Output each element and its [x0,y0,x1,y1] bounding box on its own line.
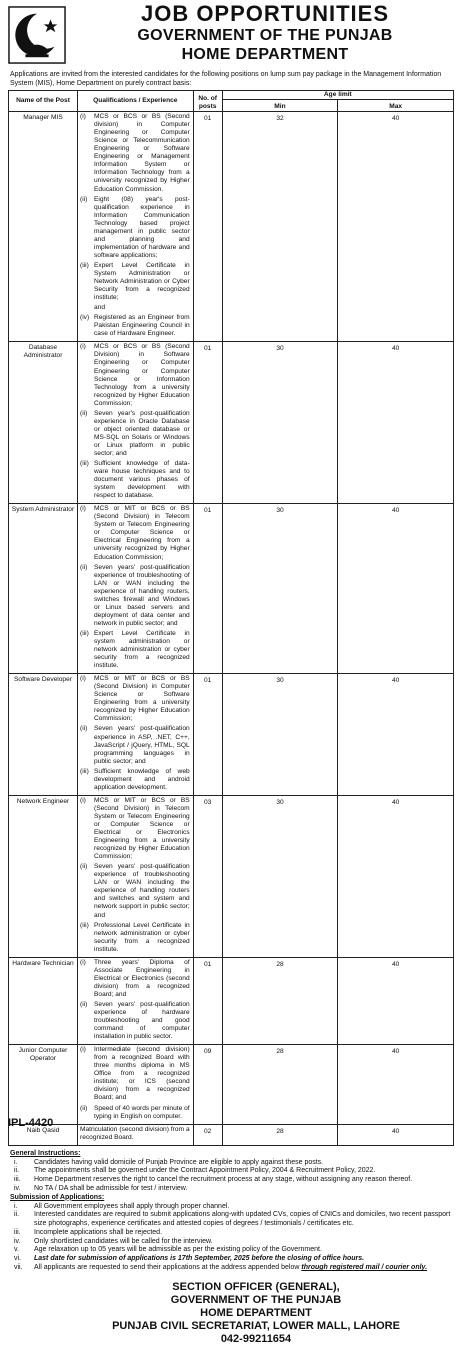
qualification-item [80,1046,190,1102]
qualifications-cell [78,795,194,957]
qualification-text: Seven years' post-qualification experience of troubleshooting LAN or WAN including the experience of handling routers and switches and system and network support in public sector; and [94,863,190,919]
qualification-text: Seven year's post-qualification experience in Oracle Database or object oriented database or MS-SQL on Solaris or Windows or Linux platform in public sector; and [94,409,190,457]
posts-count: 09 [193,1045,222,1124]
intro-text: Applications are invited from the interested candidates for the following positions on lump sum pay package in the Management Information System (MIS), Home Department on purely contract basis: [10,71,442,87]
list-item-text: Only shortlisted candidates will be called for the interview. [34,1237,213,1245]
qualification-text: MCS or MIT or BCS or BS (Second Division) in Telecom System or Telecom Engineering or Computer Science or Electrical or Electronics Engineering from a university recognized by Higher Education Commission; [94,796,190,861]
qualification-item [80,1001,190,1041]
qualifications-cell [78,1045,194,1124]
qualifications-cell [78,957,194,1044]
list-item [10,1185,452,1194]
title-block [72,2,458,64]
qualification-text: Seven years' post-qualification experience of hardware troubleshooting and good command of computer installation in public sector. [94,1000,190,1041]
qualifications-cell [78,112,194,342]
list-item-text: All Government employees shall apply through proper channel. [34,1202,230,1210]
age-max: 40 [338,795,454,957]
qualification-item [80,630,190,670]
qualification-number: (iv) [80,314,90,322]
list-item [10,1229,452,1238]
qualification-item [80,797,190,861]
qualification-text: Expert Level Certificate in system administration or network administration or cyber security from a recognized institute. [94,629,190,670]
qualification-number: (iii) [80,767,89,775]
page-title: JOB OPPORTUNITIES [140,1,390,26]
qualification-number: (ii) [80,409,88,417]
list-item [10,1203,452,1212]
post-name: Network Engineer [9,795,78,957]
posts-count: 03 [193,795,222,957]
qualification-connector: and [94,304,106,312]
qualification-text: MCS or BCS or BS (Second division) in Computer Engineering or Computer Science or Telecommunication Engineering or Software Engineering or Management Information System or Information Technology from a university recognized by Higher Education Commission. [94,113,190,193]
col-max-header: Max [338,100,454,112]
positions-table [8,90,454,1146]
post-name: Naib Qasid [9,1124,78,1145]
qualification-item [80,113,190,193]
qualifications-cell [78,1124,194,1145]
table-row [9,795,454,957]
page-subtitle-department: HOME DEPARTMENT [181,46,349,63]
qualification-text: Three years' Diploma of Associate Engineering in Electrical or Electronics (second division) from a recognized Board; and [94,958,190,998]
qualification-item [80,564,190,628]
last-date-text: Last date for submission of applications is 17th September, 2025 before the closing of office hours. [34,1255,365,1263]
address-line-2: GOVERNMENT OF THE PUNJAB [170,1293,342,1306]
list-item-number: iii. [14,1228,21,1236]
qualification-number: (i) [80,675,86,683]
age-max: 40 [338,1045,454,1124]
qualification-number: (i) [80,343,86,351]
table-body [9,112,454,1146]
advertisement-reference: IPL-4420 [8,1117,54,1129]
final-instruction-emphasis: through registered mail / courier only. [301,1264,428,1272]
col-qualifications-header: Qualifications / Experience [78,91,194,112]
post-name: Database Administrator [9,342,78,504]
qualification-item [80,196,190,260]
final-instruction [34,1264,452,1273]
list-item-text: Home Department reserves the right to cancel the recruitment process at any stage, without assigning any reason thereof. [34,1176,413,1184]
posts-count: 01 [193,504,222,674]
qualification-number: (ii) [80,1000,88,1008]
qualification-number: (i) [80,505,86,513]
general-instructions-list [10,1159,452,1194]
post-name: Manager MIS [9,112,78,342]
punjab-emblem-icon [8,6,66,64]
qualification-item [80,314,190,338]
table-row [9,504,454,674]
qualification-item [80,675,190,723]
qualification-number: (iii) [80,629,89,637]
list-item-number: v. [14,1246,19,1254]
posts-count: 01 [193,342,222,504]
list-item-number: i. [14,1202,18,1210]
posts-count: 01 [193,957,222,1044]
address-line-1: SECTION OFFICER (GENERAL), [172,1280,340,1293]
qualification-text: MCS or BCS or BS (Second Division) in Software Engineering or Computer Engineering or Computer Science or Information Technology from a university recognized by Higher Education Commission; [94,343,190,407]
qualification-number: (i) [80,113,86,121]
qualification-text: Registered as an Engineer from Pakistan Engineering Council in case of Hardware Engineer. [94,314,190,338]
age-min: 30 [222,674,338,796]
list-item-number: ii. [14,1167,20,1175]
age-max: 40 [338,504,454,674]
submission-heading: Submission of Applications: [10,1193,105,1201]
list-item-text: Incomplete applications shall be rejected. [34,1228,163,1236]
qualification-text: Seven years' post-qualification experience of troubleshooting of LAN or WAN including the experience of handling routers, switches firewall and Windows or Linux based servers and deployment of data center and network in public sector; and [94,563,190,627]
qualification-item [80,460,190,500]
qualification-text: Eight (08) year's post-qualification experience in Information Communication Technology based project management in public sector and planning and implementation of hardware and software applications; [94,195,190,259]
list-item-last-date [10,1255,452,1264]
age-max: 40 [338,112,454,342]
qualification-text: MCS or MIT or BCS or BS (Second Division) in Computer Science or Software Engineering from a university recognized by Higher Education Commission; [94,675,190,723]
qualification-item [80,725,190,765]
general-instructions [0,1146,462,1273]
age-max: 40 [338,1124,454,1145]
age-max: 40 [338,342,454,504]
post-name: Software Developer [9,674,78,796]
list-item-number: ii. [14,1211,20,1219]
col-posts-header: No. of posts [193,91,222,112]
table-row [9,674,454,796]
list-item [10,1238,452,1247]
qualification-item [80,262,190,302]
list-item-text: Interested candidates are required to submit applications along-with updated CVs, copies of CNICs and domiciles, two recent passport size photographs, experience certificates and attested copies of degrees / testimonials / certificates etc. [34,1211,451,1228]
table-header-row [9,91,454,100]
age-max: 40 [338,674,454,796]
posts-count: 01 [193,112,222,342]
qualification-text: MCS or MIT or BCS or BS (Second Division) in Telecom System or Telecom Engineering or Computer Science or Electrical Engineering from a university recognized by Higher Education Commission; [94,505,190,561]
age-max: 40 [338,957,454,1044]
qualification-text: Speed of 40 words per minute of typing in English on computer. [94,1104,190,1120]
col-post-header: Name of the Post [9,91,78,112]
col-min-header: Min [222,100,338,112]
header [0,0,462,68]
qualification-number: (ii) [80,195,88,203]
age-min: 28 [222,1124,338,1145]
qualification-number: (ii) [80,1104,88,1112]
address-line-4: PUNJAB CIVIL SECRETARIAT, LOWER MALL, LAHORE [112,1319,400,1332]
posts-count: 02 [193,1124,222,1145]
qualification-text: Intermediate (second division) from a recognized Board with three months diploma in MS Office from a recognized institute; or ICS (second division) from a recognized Board; and [94,1046,190,1102]
list-item [10,1167,452,1176]
list-item-text: No TA / DA shall be admissible for test / interview. [34,1184,188,1192]
list-item [10,1211,452,1229]
posts-count: 01 [193,674,222,796]
age-min: 32 [222,112,338,342]
qualification-item [80,959,190,999]
qualifications-cell [78,342,194,504]
qualification-number: (i) [80,796,86,804]
qualification-item [80,343,190,407]
col-age-header: Age limit [222,91,453,100]
list-item-text: Age relaxation up to 05 years will be admissible as per the existing policy of the Government. [34,1246,322,1254]
qualification-number: (ii) [80,863,88,871]
qualification-text: Expert Level Certificate in System Administration or Network Administration or Cyber Security from a recognized institute; [94,261,190,302]
post-name: Junior Computer Operator [9,1045,78,1124]
list-item-number: vii. [14,1264,23,1272]
list-item-text: Candidates having valid domicile of Punjab Province are eligible to apply against these posts. [34,1158,324,1166]
page-subtitle-government: GOVERNMENT OF THE PUNJAB [137,27,393,44]
table-row [9,112,454,342]
qualification-text: Sufficient knowledge of web development and android application development. [94,767,190,791]
age-min: 30 [222,342,338,504]
qualification-number: (iii) [80,460,89,468]
qualification-text: Professional Level Certificate in network administration or cyber security from a recognized institute. [94,921,190,953]
qualification-item [80,863,190,919]
list-item-number: iii. [14,1176,21,1184]
age-min: 30 [222,795,338,957]
list-item-final [10,1264,452,1273]
table-row [9,957,454,1044]
qualification-item [80,922,190,954]
table-row [9,1124,454,1145]
post-name: System Administrator [9,504,78,674]
age-min: 28 [222,1045,338,1124]
qualification-number: (iii) [80,921,89,929]
age-min: 30 [222,504,338,674]
submission-list [10,1203,452,1256]
table-row [9,1045,454,1124]
list-item [10,1176,452,1185]
list-item-text: The appointments shall be governed under the Contract Appointment Policy, 2004 & Recruitment Policy, 2022. [34,1167,376,1175]
general-instructions-heading: General Instructions: [10,1149,81,1157]
qualification-number: (ii) [80,563,88,571]
list-item-number: i. [14,1158,18,1166]
qualification-item [80,768,190,792]
qualification-text: Sufficient knowledge of data-ware house techniques and to document various phases of system development with respect to database. [94,460,190,500]
qualification-item [80,1126,190,1142]
post-name: Hardware Technician [9,957,78,1044]
list-item-number: iv. [14,1184,21,1192]
final-instruction-text: All applicants are requested to send their applications at the address appended below [34,1264,300,1272]
address-line-3: HOME DEPARTMENT [200,1306,312,1319]
qualification-text: Matriculation (second division) from a recognized Board. [80,1125,190,1141]
qualification-number: (iii) [80,261,89,269]
qualification-number: (i) [80,1046,86,1054]
list-item [10,1246,452,1255]
qualifications-cell [78,674,194,796]
list-item [10,1159,452,1168]
qualification-text: Seven years' post-qualification experience in ASP, .NET, C++, JavaScript / jQuery, HTML, SQL programming languages in public sector; and [94,725,190,765]
qualification-number: (i) [80,958,86,966]
age-min: 28 [222,957,338,1044]
list-item-number: vi. [14,1255,21,1263]
qualification-item [80,1105,190,1121]
qualifications-cell [78,504,194,674]
qualification-number: (ii) [80,725,88,733]
address-phone: 042-99211654 [220,1332,292,1345]
list-item-number: iv. [14,1237,21,1245]
table-row [9,342,454,504]
qualification-item [80,505,190,561]
qualification-item [80,410,190,458]
address-block [0,1281,462,1346]
